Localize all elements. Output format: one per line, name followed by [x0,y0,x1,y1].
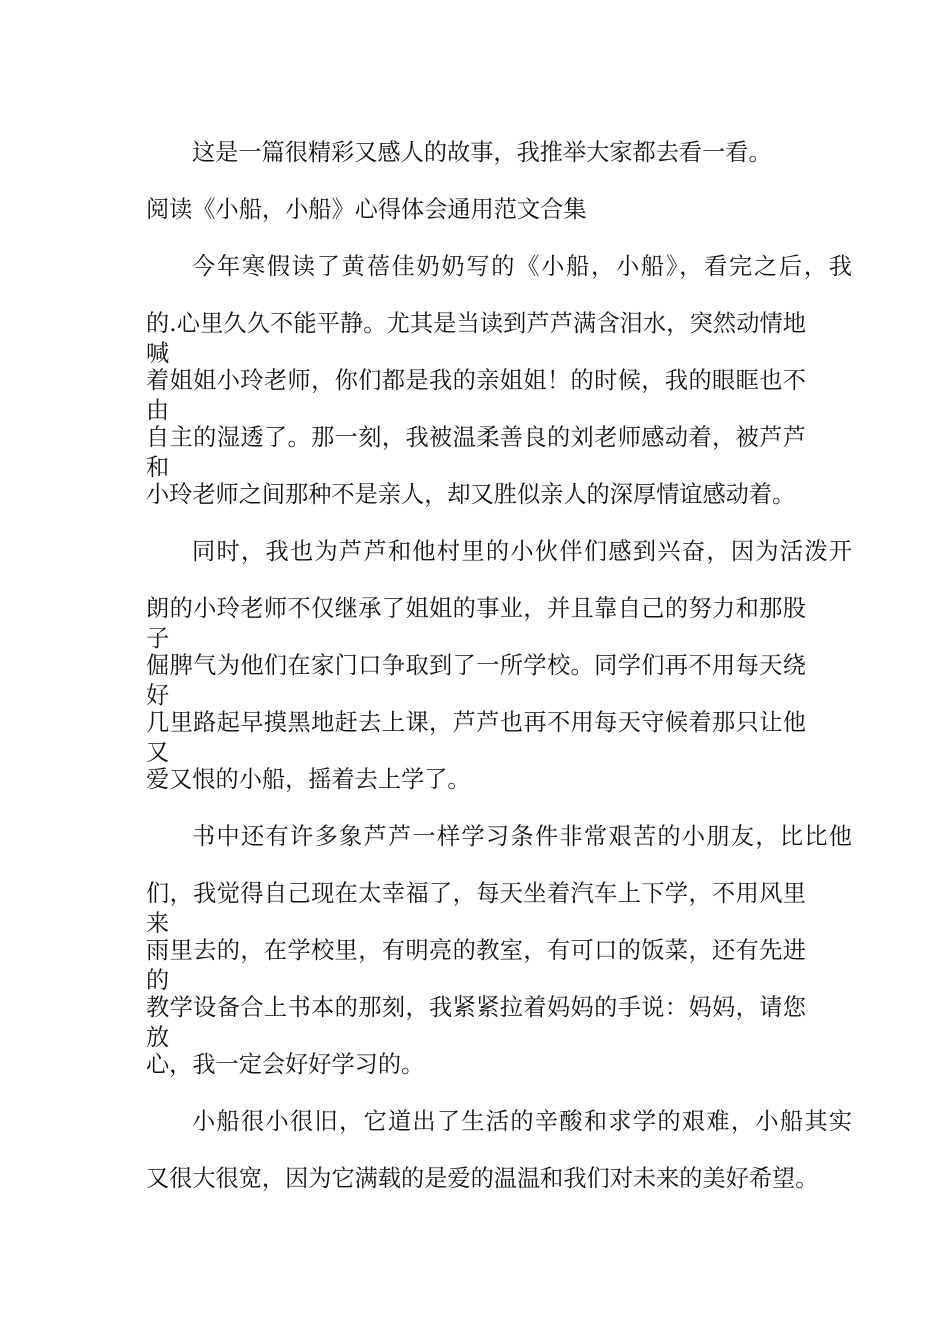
paragraph-line: 爱又恨的小船，摇着去上学了。 [146,766,471,793]
paragraph-line: 心，我一定会好好学习的。 [146,1051,425,1078]
paragraph-line: 们，我觉得自己现在太幸福了，每天坐着汽车上下学，不用风里来 [146,880,806,937]
paragraph-line: 同时，我也为芦芦和他村里的小伙伴们感到兴奋，因为活泼开 [192,538,852,565]
paragraph-line: 朗的小玲老师不仅继承了姐姐的事业，并且靠自己的努力和那股子 [146,595,806,652]
paragraph-line: 的.心里久久不能平静。尤其是当读到芦芦满含泪水，突然动情地喊 [146,310,806,367]
paragraph-line: 自主的湿透了。那一刻，我被温柔善良的刘老师感动着，被芦芦和 [146,424,806,481]
paragraph-line: 雨里去的，在学校里，有明亮的教室，有可口的饭菜，还有先进的 [146,937,806,994]
paragraph-line: 这是一篇很精彩又感人的故事，我推举大家都去看一看。 [192,139,772,166]
section-heading: 阅读《小船，小船》心得体会通用范文合集 [146,196,587,223]
paragraph-line: 书中还有许多象芦芦一样学习条件非常艰苦的小朋友，比比他 [192,823,852,850]
paragraph-line: 小船很小很旧，它道出了生活的辛酸和求学的艰难，小船其实 [192,1108,852,1135]
paragraph-line: 倔脾气为他们在家门口争取到了一所学校。同学们再不用每天绕好 [146,652,806,709]
paragraph-line: 小玲老师之间那种不是亲人，却又胜似亲人的深厚情谊感动着。 [146,481,796,508]
paragraph-line: 今年寒假读了黄蓓佳奶奶写的《小船，小船》，看完之后，我 [192,253,852,280]
paragraph-line: 教学设备合上书本的那刻，我紧紧拉着妈妈的手说：妈妈，请您放 [146,994,806,1051]
paragraph-line: 几里路起早摸黑地赶去上课，芦芦也再不用每天守候着那只让他又 [146,709,806,766]
paragraph-line: 又很大很宽，因为它满载的是爱的温温和我们对未来的美好希望。 [146,1165,819,1192]
paragraph-line: 着姐姐小玲老师，你们都是我的亲姐姐！的时候，我的眼眶也不由 [146,367,806,424]
